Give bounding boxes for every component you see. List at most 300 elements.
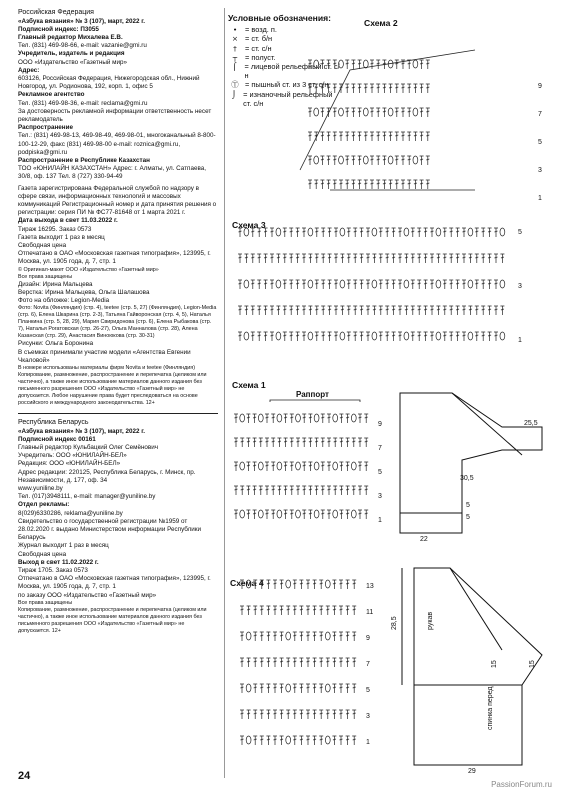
double-crochet-mark bbox=[264, 332, 268, 341]
double-crochet-mark bbox=[417, 280, 421, 289]
double-crochet-mark bbox=[270, 306, 274, 315]
puff-stitch-mark bbox=[240, 414, 245, 422]
ru-design: Дизайн: Ирина Мальцева bbox=[18, 280, 93, 288]
double-crochet-mark bbox=[360, 332, 364, 341]
double-crochet-mark bbox=[253, 486, 257, 495]
double-crochet-mark bbox=[327, 60, 331, 69]
legend-item: ⌡ = изнаночный рельефный ст. с/н bbox=[228, 90, 340, 108]
double-crochet-mark bbox=[462, 332, 466, 341]
double-crochet-mark bbox=[364, 132, 368, 141]
double-crochet-mark bbox=[308, 254, 312, 263]
double-crochet-mark bbox=[488, 306, 492, 315]
double-crochet-mark bbox=[257, 332, 261, 341]
double-crochet-mark bbox=[302, 254, 306, 263]
single-crochet-icon: × bbox=[231, 34, 239, 44]
double-crochet-mark bbox=[320, 156, 324, 165]
double-crochet-mark bbox=[395, 156, 399, 165]
double-crochet-mark bbox=[314, 84, 318, 93]
double-crochet-mark bbox=[308, 486, 312, 495]
double-crochet-mark bbox=[283, 280, 287, 289]
puff-stitch-mark bbox=[325, 632, 330, 640]
legend-item: † = ст. с/н bbox=[228, 44, 340, 53]
double-crochet-mark bbox=[420, 156, 424, 165]
puff-stitch-mark bbox=[314, 510, 319, 518]
double-crochet-mark bbox=[340, 306, 344, 315]
double-crochet-mark bbox=[332, 632, 336, 641]
double-crochet-mark bbox=[333, 438, 337, 447]
puff-stitch-mark bbox=[372, 228, 377, 236]
puff-stitch-mark bbox=[500, 280, 505, 288]
double-crochet-mark bbox=[417, 228, 421, 237]
double-crochet-mark bbox=[308, 462, 312, 471]
row-label: 1 bbox=[366, 739, 370, 746]
by-country: Республика Беларусь bbox=[18, 418, 89, 426]
double-crochet-mark bbox=[299, 736, 303, 745]
puff-stitch-mark bbox=[296, 414, 301, 422]
double-crochet-mark bbox=[346, 580, 350, 589]
double-crochet-mark bbox=[234, 462, 238, 471]
double-crochet-mark bbox=[266, 658, 270, 667]
puff-stitch-mark bbox=[277, 414, 282, 422]
by-office: Редакция: ООО «ЮНИЛАЙН-БЕЛ» bbox=[18, 460, 121, 468]
double-crochet-mark bbox=[364, 180, 368, 189]
double-crochet-mark bbox=[315, 280, 319, 289]
double-crochet-mark bbox=[313, 710, 317, 719]
puff-stitch-mark bbox=[308, 280, 313, 288]
double-crochet-mark bbox=[253, 658, 257, 667]
double-crochet-mark bbox=[346, 462, 350, 471]
double-crochet-mark bbox=[398, 332, 402, 341]
row-label: 11 bbox=[366, 609, 374, 616]
double-crochet-mark bbox=[379, 228, 383, 237]
double-crochet-mark bbox=[238, 254, 242, 263]
double-crochet-mark bbox=[364, 414, 368, 423]
by-address: Адрес редакции: 220125, Республика Беларусь, г. Минск, пр. Независимости, д. 177, оф. 34 bbox=[18, 468, 196, 484]
double-crochet-mark bbox=[481, 228, 485, 237]
double-crochet-mark bbox=[366, 280, 370, 289]
double-crochet-mark bbox=[327, 510, 331, 519]
double-crochet-mark bbox=[313, 736, 317, 745]
double-crochet-mark bbox=[293, 658, 297, 667]
double-crochet-mark bbox=[264, 254, 268, 263]
double-crochet-mark bbox=[265, 438, 269, 447]
double-crochet-mark bbox=[264, 306, 268, 315]
double-crochet-mark bbox=[462, 254, 466, 263]
row-label: 13 bbox=[366, 583, 374, 590]
scheme-4-chart bbox=[236, 580, 396, 770]
puff-stitch-mark bbox=[388, 108, 393, 116]
ru-address: 603126, Российская Федерация, Нижегородская обл., Нижний Новгород, ул. Родионова, 192, корп. 1, офис 5 bbox=[18, 75, 200, 91]
double-crochet-mark bbox=[334, 306, 338, 315]
double-crochet-mark bbox=[238, 228, 242, 237]
puff-stitch-mark bbox=[339, 108, 344, 116]
double-crochet-mark bbox=[270, 254, 274, 263]
ru-price: Свободная цена bbox=[18, 242, 67, 250]
double-crochet-mark bbox=[273, 580, 277, 589]
double-crochet-mark bbox=[283, 332, 287, 341]
double-crochet-mark bbox=[234, 486, 238, 495]
double-crochet-mark bbox=[257, 280, 261, 289]
puff-stitch-mark bbox=[333, 414, 338, 422]
puff-stitch-mark bbox=[436, 332, 441, 340]
double-crochet-mark bbox=[404, 254, 408, 263]
double-crochet-mark bbox=[401, 180, 405, 189]
double-crochet-icon: † bbox=[233, 43, 237, 53]
double-crochet-mark bbox=[321, 486, 325, 495]
double-crochet-mark bbox=[321, 438, 325, 447]
double-crochet-mark bbox=[308, 510, 312, 519]
double-crochet-mark bbox=[353, 254, 357, 263]
double-crochet-mark bbox=[426, 60, 430, 69]
scheme-3-chart bbox=[236, 228, 526, 358]
double-crochet-mark bbox=[270, 228, 274, 237]
puff-stitch-mark bbox=[286, 736, 291, 744]
double-crochet-mark bbox=[313, 658, 317, 667]
ru-rights: Все права защищены bbox=[18, 273, 73, 280]
dimension-label: 29 bbox=[468, 768, 476, 775]
ru-founder: ООО «Издательство «Газетный мир» bbox=[18, 58, 127, 66]
double-crochet-mark bbox=[308, 414, 312, 423]
ru-index: Подписной индекс: П3055 bbox=[18, 25, 99, 33]
double-crochet-mark bbox=[462, 228, 466, 237]
double-crochet-mark bbox=[352, 684, 356, 693]
double-crochet-mark bbox=[385, 228, 389, 237]
double-crochet-mark bbox=[319, 710, 323, 719]
double-crochet-mark bbox=[351, 156, 355, 165]
double-crochet-mark bbox=[238, 332, 242, 341]
ru-shoot: В съемках принимали участие модели «Агентства Евгении Чкаловой» bbox=[18, 348, 191, 364]
ru-dist-heading: Распространение bbox=[18, 124, 73, 132]
double-crochet-mark bbox=[456, 228, 460, 237]
scheme-1-title: Схема 1 bbox=[232, 380, 266, 390]
double-crochet-mark bbox=[376, 84, 380, 93]
double-crochet-mark bbox=[257, 306, 261, 315]
puff-stitch-mark bbox=[436, 228, 441, 236]
double-crochet-mark bbox=[494, 280, 498, 289]
double-crochet-mark bbox=[266, 684, 270, 693]
row-label: 1 bbox=[378, 517, 382, 524]
double-crochet-mark bbox=[389, 180, 393, 189]
puff-stitch-mark bbox=[246, 632, 251, 640]
double-crochet-mark bbox=[426, 156, 430, 165]
double-crochet-mark bbox=[264, 280, 268, 289]
double-crochet-mark bbox=[308, 180, 312, 189]
double-crochet-mark bbox=[334, 332, 338, 341]
double-crochet-mark bbox=[326, 606, 330, 615]
double-crochet-mark bbox=[333, 486, 337, 495]
double-crochet-mark bbox=[240, 710, 244, 719]
scheme-3-title: Схема 3 bbox=[232, 220, 266, 230]
ru-dist: Тел.: (831) 469-98-13, 469-98-49, 469-98-01, многоканальный 8-800-100-12-29, факс (831) 469-98-00 e-mail: roznica@gmi.ru, podpiska@gmi.ru bbox=[18, 132, 216, 156]
double-crochet-mark bbox=[382, 156, 386, 165]
double-crochet-mark bbox=[315, 228, 319, 237]
puff-stitch-mark bbox=[244, 228, 249, 236]
double-crochet-mark bbox=[320, 108, 324, 117]
double-crochet-mark bbox=[327, 414, 331, 423]
double-crochet-mark bbox=[264, 228, 268, 237]
double-crochet-mark bbox=[339, 132, 343, 141]
double-crochet-mark bbox=[424, 228, 428, 237]
puff-stitch-mark bbox=[325, 736, 330, 744]
double-crochet-mark bbox=[271, 414, 275, 423]
double-crochet-mark bbox=[271, 438, 275, 447]
double-crochet-mark bbox=[296, 254, 300, 263]
row-label: 3 bbox=[538, 167, 542, 174]
double-crochet-mark bbox=[347, 332, 351, 341]
double-crochet-mark bbox=[280, 580, 284, 589]
double-crochet-mark bbox=[351, 84, 355, 93]
double-crochet-mark bbox=[327, 180, 331, 189]
double-crochet-mark bbox=[332, 580, 336, 589]
puff-stitch-mark bbox=[500, 332, 505, 340]
double-crochet-mark bbox=[296, 332, 300, 341]
row-label: 7 bbox=[378, 445, 382, 452]
double-crochet-mark bbox=[296, 280, 300, 289]
double-crochet-mark bbox=[246, 438, 250, 447]
double-crochet-mark bbox=[426, 180, 430, 189]
double-crochet-mark bbox=[364, 84, 368, 93]
row-label: 5 bbox=[378, 469, 382, 476]
double-crochet-mark bbox=[302, 306, 306, 315]
double-crochet-mark bbox=[247, 658, 251, 667]
double-crochet-mark bbox=[339, 180, 343, 189]
double-crochet-mark bbox=[389, 132, 393, 141]
double-crochet-mark bbox=[488, 228, 492, 237]
double-crochet-mark bbox=[299, 658, 303, 667]
double-crochet-mark bbox=[379, 332, 383, 341]
double-crochet-mark bbox=[290, 510, 294, 519]
puff-stitch-mark bbox=[246, 684, 251, 692]
watermark: PassionForum.ru bbox=[491, 780, 552, 789]
double-crochet-mark bbox=[266, 580, 270, 589]
ru-country: Российская Федерация bbox=[18, 9, 94, 16]
ru-drawings: Рисунки: Ольга Боронина bbox=[18, 340, 94, 348]
ru-copyright: Копирование, размножение, распространение и перепечатка (целиком или частично), а также иное использование материалов данного издания без письменного разрешения ООО «Издательство «Газетный мир» не допускается. Любое нарушение права будет преследоваться на основе российского и международного законодательства. 12+ bbox=[18, 371, 207, 406]
double-crochet-mark bbox=[277, 486, 281, 495]
double-crochet-mark bbox=[302, 486, 306, 495]
puff-stitch-mark bbox=[363, 156, 368, 164]
double-crochet-mark bbox=[299, 632, 303, 641]
double-crochet-mark bbox=[352, 580, 356, 589]
double-crochet-mark bbox=[260, 658, 264, 667]
double-crochet-mark bbox=[468, 254, 472, 263]
double-crochet-mark bbox=[334, 280, 338, 289]
double-crochet-mark bbox=[346, 438, 350, 447]
double-crochet-mark bbox=[494, 306, 498, 315]
double-crochet-mark bbox=[475, 228, 479, 237]
double-crochet-mark bbox=[413, 84, 417, 93]
double-crochet-mark bbox=[321, 254, 325, 263]
puff-stitch-icon: Ⓣ bbox=[231, 80, 239, 90]
double-crochet-mark bbox=[265, 486, 269, 495]
double-crochet-mark bbox=[346, 510, 350, 519]
double-crochet-mark bbox=[420, 180, 424, 189]
puff-stitch-mark bbox=[388, 156, 393, 164]
double-crochet-mark bbox=[284, 510, 288, 519]
double-crochet-mark bbox=[443, 254, 447, 263]
ru-tel: Тел. (831) 469-98-66, e-mail: vazanie@gmi.ru bbox=[18, 42, 147, 50]
double-crochet-mark bbox=[436, 306, 440, 315]
double-crochet-mark bbox=[370, 108, 374, 117]
ru-ads-note: За достоверность рекламной информации ответственность несет рекламодатель bbox=[18, 107, 212, 124]
double-crochet-mark bbox=[280, 658, 284, 667]
double-crochet-mark bbox=[313, 632, 317, 641]
double-crochet-mark bbox=[293, 736, 297, 745]
double-crochet-mark bbox=[240, 606, 244, 615]
double-crochet-mark bbox=[353, 332, 357, 341]
row-label: 7 bbox=[366, 661, 370, 668]
puff-stitch-mark bbox=[286, 684, 291, 692]
double-crochet-mark bbox=[462, 280, 466, 289]
row-label: 3 bbox=[378, 493, 382, 500]
ru-photo: Фото: Novita (Финляндия) (стр. 4), teetee (стр. 5, 27) (Финляндия), Legion-Media (стр. 6), Елена Шкарина (стр. 2-3), Татьяна Гайворонская (стр. 4, 5), Наталья Планкина (стр. 5, 28, 29), Мария Свиридонова (стр. 6), Елена Рыбакова (стр. 7), Наталья Рогатовская (стр. 26-27), Ольга Манналова (стр. 28), Алена Казанская (стр. 29), Анастасия Виноюкова (стр. 30-31) bbox=[18, 305, 217, 340]
double-crochet-mark bbox=[293, 710, 297, 719]
by-ads: 8(029)6330286, reklama@yuniline.by bbox=[18, 509, 123, 517]
dimension-label: 25,5 bbox=[524, 420, 538, 427]
double-crochet-mark bbox=[296, 486, 300, 495]
divider bbox=[18, 413, 218, 414]
puff-stitch-mark bbox=[258, 510, 263, 518]
double-crochet-mark bbox=[319, 606, 323, 615]
double-crochet-mark bbox=[334, 254, 338, 263]
double-crochet-mark bbox=[246, 414, 250, 423]
double-crochet-mark bbox=[326, 658, 330, 667]
double-crochet-mark bbox=[475, 254, 479, 263]
double-crochet-mark bbox=[449, 280, 453, 289]
double-crochet-mark bbox=[494, 332, 498, 341]
double-crochet-mark bbox=[339, 414, 343, 423]
ru-date: Дата выхода в свет 11.03.2022 г. bbox=[18, 217, 118, 225]
double-crochet-mark bbox=[424, 280, 428, 289]
double-crochet-mark bbox=[284, 438, 288, 447]
puff-stitch-mark bbox=[258, 414, 263, 422]
double-crochet-mark bbox=[358, 180, 362, 189]
double-crochet-mark bbox=[364, 438, 368, 447]
double-crochet-mark bbox=[299, 606, 303, 615]
double-crochet-mark bbox=[289, 306, 293, 315]
by-copyright: Копирование, размножение, распространение и перепечатка (целиком или частично), а также иное использование материалов данного издания без письменного разрешения ООО «Издательство «Газетный мир» не допускается. 12+ bbox=[18, 606, 207, 634]
double-crochet-mark bbox=[327, 84, 331, 93]
double-crochet-mark bbox=[379, 306, 383, 315]
double-crochet-mark bbox=[417, 306, 421, 315]
double-crochet-mark bbox=[411, 306, 415, 315]
double-crochet-mark bbox=[339, 632, 343, 641]
double-crochet-mark bbox=[488, 254, 492, 263]
double-crochet-mark bbox=[280, 684, 284, 693]
double-crochet-mark bbox=[481, 280, 485, 289]
puff-stitch-mark bbox=[339, 60, 344, 68]
row-label: 3 bbox=[518, 283, 522, 290]
double-crochet-mark bbox=[266, 710, 270, 719]
by-order: по заказу ООО «Издательство «Газетный мир» bbox=[18, 591, 157, 599]
imprint-column bbox=[18, 6, 218, 635]
by-cert: Свидетельство о государственной регистрации №1959 от 28.02.2020 г. выдано Министерством информации Республики Беларусь bbox=[18, 517, 202, 542]
pattern-upper bbox=[392, 385, 552, 545]
double-crochet-mark bbox=[328, 254, 332, 263]
double-crochet-mark bbox=[385, 280, 389, 289]
double-crochet-mark bbox=[328, 280, 332, 289]
double-crochet-mark bbox=[320, 60, 324, 69]
double-crochet-mark bbox=[259, 486, 263, 495]
puff-stitch-mark bbox=[340, 228, 345, 236]
double-crochet-mark bbox=[313, 580, 317, 589]
double-crochet-mark bbox=[319, 684, 323, 693]
double-crochet-mark bbox=[398, 254, 402, 263]
double-crochet-mark bbox=[321, 510, 325, 519]
double-crochet-mark bbox=[247, 606, 251, 615]
dimension-label: 15 bbox=[529, 660, 536, 668]
by-web: www.yuniline.by bbox=[18, 484, 63, 492]
double-crochet-mark bbox=[351, 108, 355, 117]
dimension-label: 5 bbox=[466, 502, 470, 509]
double-crochet-mark bbox=[456, 332, 460, 341]
double-crochet-mark bbox=[270, 280, 274, 289]
puff-stitch-mark bbox=[351, 510, 356, 518]
double-crochet-mark bbox=[347, 228, 351, 237]
front-post-icon: ⌠ bbox=[232, 62, 237, 72]
double-crochet-mark bbox=[320, 84, 324, 93]
double-crochet-mark bbox=[320, 132, 324, 141]
double-crochet-mark bbox=[313, 606, 317, 615]
puff-stitch-mark bbox=[333, 510, 338, 518]
by-rights: Все права защищены bbox=[18, 599, 73, 606]
double-crochet-mark bbox=[364, 462, 368, 471]
puff-stitch-mark bbox=[413, 60, 418, 68]
by-run: Тираж 1705. Заказ 0573 bbox=[18, 566, 88, 574]
double-crochet-mark bbox=[306, 658, 310, 667]
double-crochet-mark bbox=[240, 580, 244, 589]
double-crochet-mark bbox=[420, 132, 424, 141]
puff-stitch-mark bbox=[276, 332, 281, 340]
puff-stitch-mark bbox=[404, 332, 409, 340]
double-crochet-mark bbox=[253, 710, 257, 719]
double-crochet-mark bbox=[327, 132, 331, 141]
double-crochet-mark bbox=[286, 658, 290, 667]
double-crochet-mark bbox=[238, 280, 242, 289]
double-crochet-mark bbox=[500, 254, 504, 263]
double-crochet-mark bbox=[328, 228, 332, 237]
double-crochet-mark bbox=[456, 280, 460, 289]
double-crochet-mark bbox=[352, 606, 356, 615]
double-crochet-mark bbox=[253, 606, 257, 615]
row-label: 9 bbox=[538, 83, 542, 90]
double-crochet-mark bbox=[407, 84, 411, 93]
double-crochet-mark bbox=[385, 254, 389, 263]
double-crochet-mark bbox=[352, 486, 356, 495]
double-crochet-mark bbox=[306, 710, 310, 719]
double-crochet-mark bbox=[352, 658, 356, 667]
double-crochet-mark bbox=[302, 438, 306, 447]
back-post-icon: ⌡ bbox=[232, 89, 236, 99]
legend-item: ┬ = полуст. bbox=[228, 53, 340, 62]
double-crochet-mark bbox=[345, 108, 349, 117]
double-crochet-mark bbox=[456, 254, 460, 263]
scheme-1-chart bbox=[230, 400, 390, 540]
puff-stitch-mark bbox=[325, 684, 330, 692]
double-crochet-mark bbox=[271, 486, 275, 495]
double-crochet-mark bbox=[280, 606, 284, 615]
double-crochet-mark bbox=[392, 228, 396, 237]
double-crochet-mark bbox=[430, 332, 434, 341]
double-crochet-mark bbox=[273, 684, 277, 693]
ru-materials: В номере использованы материалы фирм Novita и teetee (Финляндия) bbox=[18, 364, 196, 371]
double-crochet-mark bbox=[260, 710, 264, 719]
double-crochet-mark bbox=[270, 332, 274, 341]
double-crochet-mark bbox=[302, 332, 306, 341]
double-crochet-mark bbox=[260, 632, 264, 641]
double-crochet-mark bbox=[334, 228, 338, 237]
double-crochet-mark bbox=[284, 486, 288, 495]
